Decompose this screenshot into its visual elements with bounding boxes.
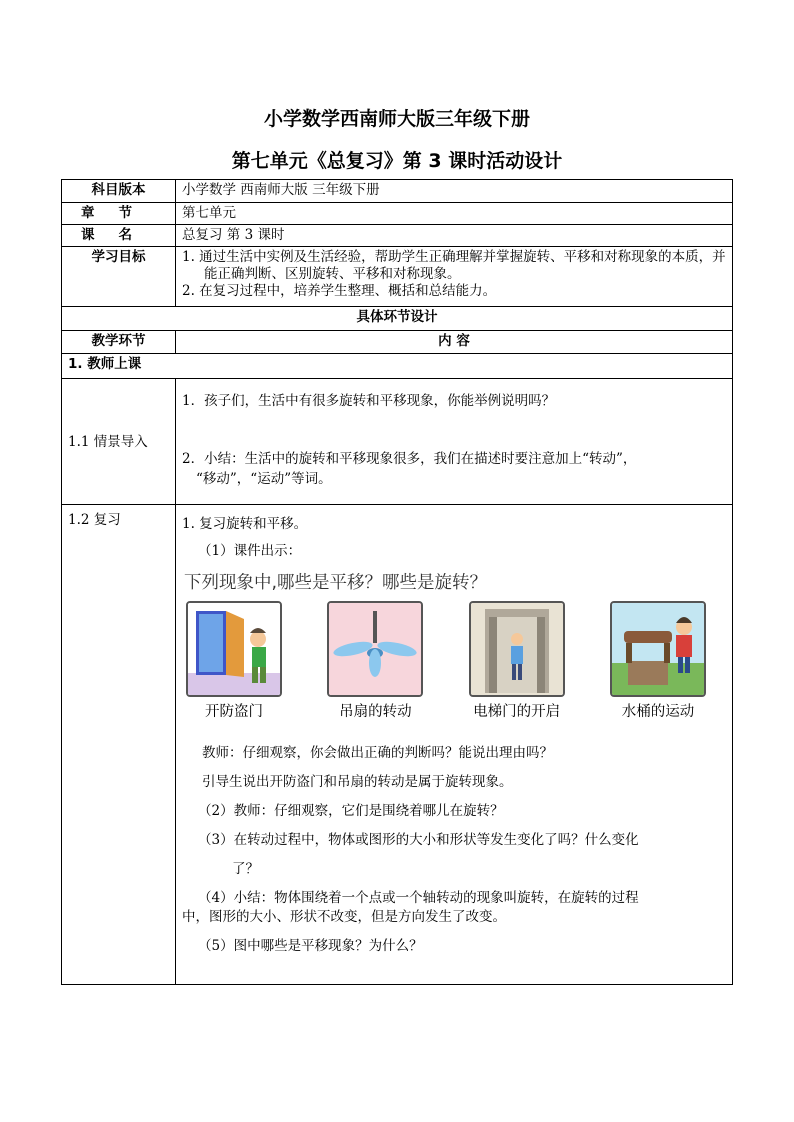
row-columns [62, 331, 733, 354]
picture-caption: 水桶的运动 [621, 704, 695, 720]
goal-list [176, 247, 733, 307]
section-title: 1. 教师上课 [62, 354, 733, 379]
quiz-title: 下列现象中,哪些是平移？哪些是旋转？ [184, 573, 488, 593]
summary-4-cont: 中，图形的大小、形状不改变，但是方向发生了改变。 [182, 909, 506, 925]
column-header-content: 内 容 [176, 331, 733, 354]
stage-label: 1.2 复习 [62, 505, 176, 985]
row-design-header [62, 307, 733, 331]
question-5: （5）图中哪些是平移现象？为什么？ [198, 938, 423, 954]
question-text: 1．孩子们，生活中有很多旋转和平移现象，你能举例说明吗？ [182, 393, 556, 409]
stage-label: 1.1 情景导入 [62, 379, 176, 505]
goal-item: 1. 通过生活中实例及生活经验，帮助学生正确理解并掌握旋转、平移和对称现象的本质，并能正确判断、区别旋转、平移和对称现象。 [182, 249, 726, 282]
picture-door [186, 601, 282, 722]
picture-well [610, 601, 706, 722]
lesson-value: 总复习 第 3 课时 [176, 225, 733, 247]
row-subject [62, 180, 733, 203]
chapter-value: 第七单元 [176, 203, 733, 225]
design-header: 具体环节设计 [62, 307, 733, 331]
row-s11 [62, 379, 733, 505]
picture-caption: 电梯门的开启 [473, 704, 561, 720]
row-lesson [62, 225, 733, 247]
goal-item: 2. 在复习过程中，培养学生整理、概括和总结能力。 [182, 283, 497, 299]
question-3-cont: 了？ [232, 861, 259, 877]
review-sub: （1）课件出示： [198, 543, 302, 559]
door-illustration-icon [186, 601, 282, 697]
well-bucket-icon [610, 601, 706, 697]
summary-4: （4）小结：物体围绕着一个点或一个轴转动的现象叫旋转，在旋转的过程 [198, 890, 639, 906]
row-goals [62, 247, 733, 307]
row-section1 [62, 354, 733, 379]
lesson-plan-table [61, 179, 733, 985]
review-title: 1. 复习旋转和平移。 [182, 516, 308, 532]
teacher-question: 教师：仔细观察，你会做出正确的判断吗？能说出理由吗？ [202, 745, 553, 761]
picture-caption: 吊扇的转动 [339, 704, 412, 720]
row-chapter [62, 203, 733, 225]
document-title: 小学数学西南师大版三年级下册 [263, 108, 530, 130]
elevator-illustration-icon [469, 601, 565, 697]
guide-text: 引导生说出开防盗门和吊扇的转动是属于旋转现象。 [202, 774, 513, 790]
chapter-label: 章节 [81, 205, 156, 221]
question-2: （2）教师：仔细观察，它们是围绕着哪儿在旋转？ [198, 803, 504, 819]
summary-text: 2．小结：生活中的旋转和平移现象很多，我们在描述时要注意加上“转动”， [182, 451, 637, 467]
summary-text-cont: “移动”，“运动”等词。 [196, 471, 332, 487]
row-s12 [62, 505, 733, 985]
column-header-stage: 教学环节 [62, 331, 176, 354]
subject-label: 科目版本 [62, 180, 176, 203]
picture-row [186, 601, 706, 722]
document-subtitle: 第七单元《总复习》第 3 课时活动设计 [231, 150, 563, 172]
lesson-label: 课名 [81, 227, 156, 243]
goal-label: 学习目标 [62, 247, 176, 307]
ceiling-fan-icon [327, 601, 423, 697]
subject-value: 小学数学 西南师大版 三年级下册 [176, 180, 733, 203]
question-3: （3）在转动过程中，物体或图形的大小和形状等发生变化了吗？什么变化 [198, 832, 639, 848]
picture-caption: 开防盗门 [205, 704, 263, 720]
picture-elevator [469, 601, 565, 722]
picture-fan [327, 601, 423, 722]
